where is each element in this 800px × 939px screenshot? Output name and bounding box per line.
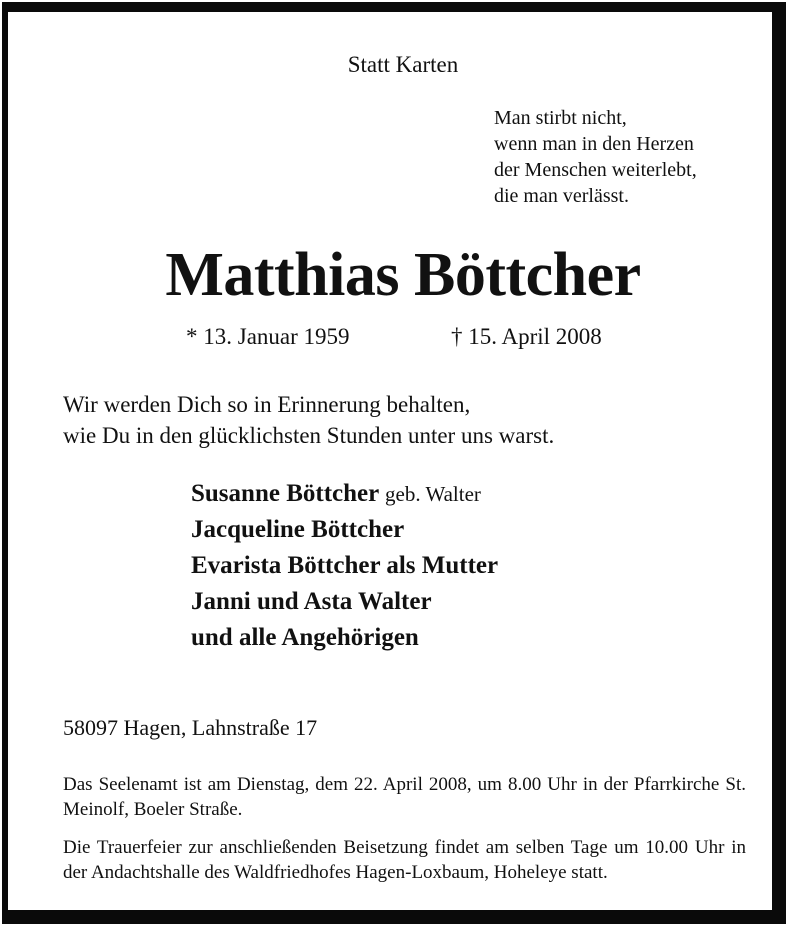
mourner-name-text: Susanne Böttcher xyxy=(191,480,379,507)
family-address: 58097 Hagen, Lahnstraße 17 xyxy=(63,715,318,740)
quote-line: Man stirbt nicht, xyxy=(494,107,627,129)
birth-date: * 13. Januar 1959 xyxy=(186,324,350,349)
quote-line: die man verlässt. xyxy=(494,185,629,207)
mourner-name: Janni und Asta Walter xyxy=(191,588,432,615)
memorial-quote xyxy=(494,105,697,209)
maiden-name-note: geb. Walter xyxy=(385,482,481,506)
mourners-list xyxy=(191,476,498,656)
funeral-details: Die Trauerfeier zur anschließenden Beisetzung findet am selben Tage um 10.00 Uhr in der Andachtshalle des Waldfriedhofes Hagen-Loxbaum, Hoheleye statt. xyxy=(63,837,746,883)
mourner-name: und alle Angehörigen xyxy=(191,624,419,651)
requiem-details: Das Seelenamt ist am Dienstag, dem 22. April 2008, um 8.00 Uhr in der Pfarrkirche St. Meinolf, Boeler Straße. xyxy=(63,774,746,820)
remembrance-line: wie Du in den glücklichsten Stunden unter uns warst. xyxy=(63,423,555,448)
quote-line: der Menschen weiterlebt, xyxy=(494,159,697,181)
remembrance-text xyxy=(63,389,554,451)
quote-line: wenn man in den Herzen xyxy=(494,133,694,155)
remembrance-line: Wir werden Dich so in Erinnerung behalten, xyxy=(63,392,471,417)
mourner-name: Evarista Böttcher als Mutter xyxy=(191,552,499,579)
mourner-name: Jacqueline Böttcher xyxy=(191,516,405,543)
mourner-name xyxy=(191,476,498,512)
death-date: † 15. April 2008 xyxy=(451,324,602,349)
header-title: Statt Karten xyxy=(347,52,459,77)
deceased-name: Matthias Böttcher xyxy=(165,241,641,309)
obituary-notice xyxy=(2,2,786,924)
